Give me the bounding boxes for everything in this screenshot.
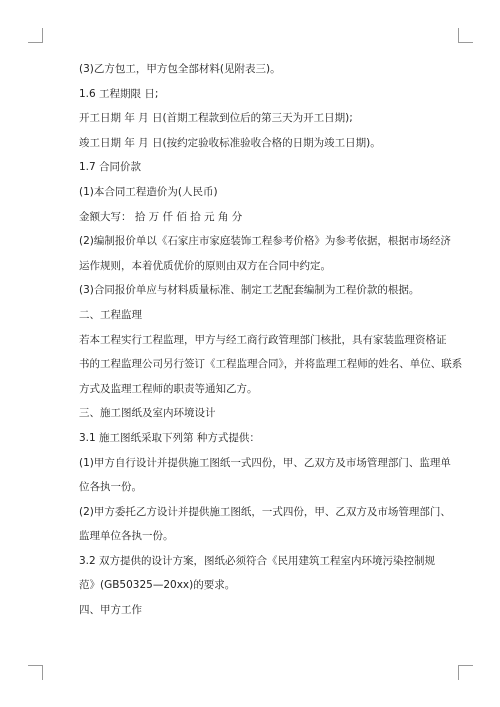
paragraph-line: 方式及监理工程师的职责等通知乙方。 [79, 382, 258, 395]
paragraph-line: 监理单位各执一份。 [79, 530, 174, 543]
paragraph-line: (2)编制报价单以《石家庄市家庭装饰工程参考价格》为参考依据，根据市场经济 [79, 235, 451, 248]
corner-mark-bottom-right [458, 665, 473, 680]
paragraph-line: 3.1 施工图纸采取下列第 种方式提供： [79, 431, 260, 444]
section-heading: 1.7 合同价款 [79, 161, 142, 174]
paragraph-line: (2)甲方委托乙方设计并提供施工图纸，一式四份，甲、乙双方及市场管理部门、 [79, 505, 451, 518]
paragraph-line: 位各执一份。 [79, 481, 142, 494]
paragraph-line: 开工日期 年 月 日(首期工程款到位后的第三天为开工日期); [79, 112, 353, 125]
paragraph-line: 金额大写： 拾 万 仟 佰 拾 元 角 分 [79, 210, 243, 223]
paragraph-line: (3)合同报价单应与材料质量标准、制定工艺配套编制为工程价款的根据。 [79, 284, 420, 297]
paragraph-line: 书的工程监理公司另行签订《工程监理合同》，并将监理工程师的姓名、单位、联系 [79, 358, 463, 371]
document-body [79, 62, 463, 617]
paragraph-line: (1)甲方自行设计并提供施工图纸一式四份，甲、乙双方及市场管理部门、监理单 [79, 456, 451, 469]
paragraph-line: (3)乙方包工，甲方包全部材料(见附表三)。 [79, 63, 281, 75]
paragraph-line: 竣工日期 年 月 日(按约定验收标准验收合格的日期为竣工日期)。 [79, 136, 381, 149]
section-heading: 三、施工图纸及室内环境设计 [79, 407, 216, 420]
paragraph-line: 运作规则，本着优质优价的原则由双方在合同中约定。 [79, 259, 331, 272]
paragraph-line: 3.2 双方提供的设计方案，图纸必须符合《民用建筑工程室内环境污染控制规 [79, 554, 436, 567]
corner-mark-bottom-left [28, 665, 43, 680]
paragraph-line: 若本工程实行工程监理，甲方与经工商行政管理部门核批，具有家装监理资格证 [79, 333, 447, 346]
section-heading: 二、工程监理 [79, 308, 142, 321]
section-heading: 1.6 工程期限 日; [79, 87, 159, 100]
corner-mark-top-right [458, 28, 473, 43]
corner-mark-top-left [28, 28, 43, 43]
paragraph-line: 范》(GB50325—20xx)的要求。 [79, 579, 236, 592]
paragraph-line: (1)本合同工程造价为(人民币) [79, 185, 218, 198]
section-heading: 四、甲方工作 [79, 604, 142, 617]
